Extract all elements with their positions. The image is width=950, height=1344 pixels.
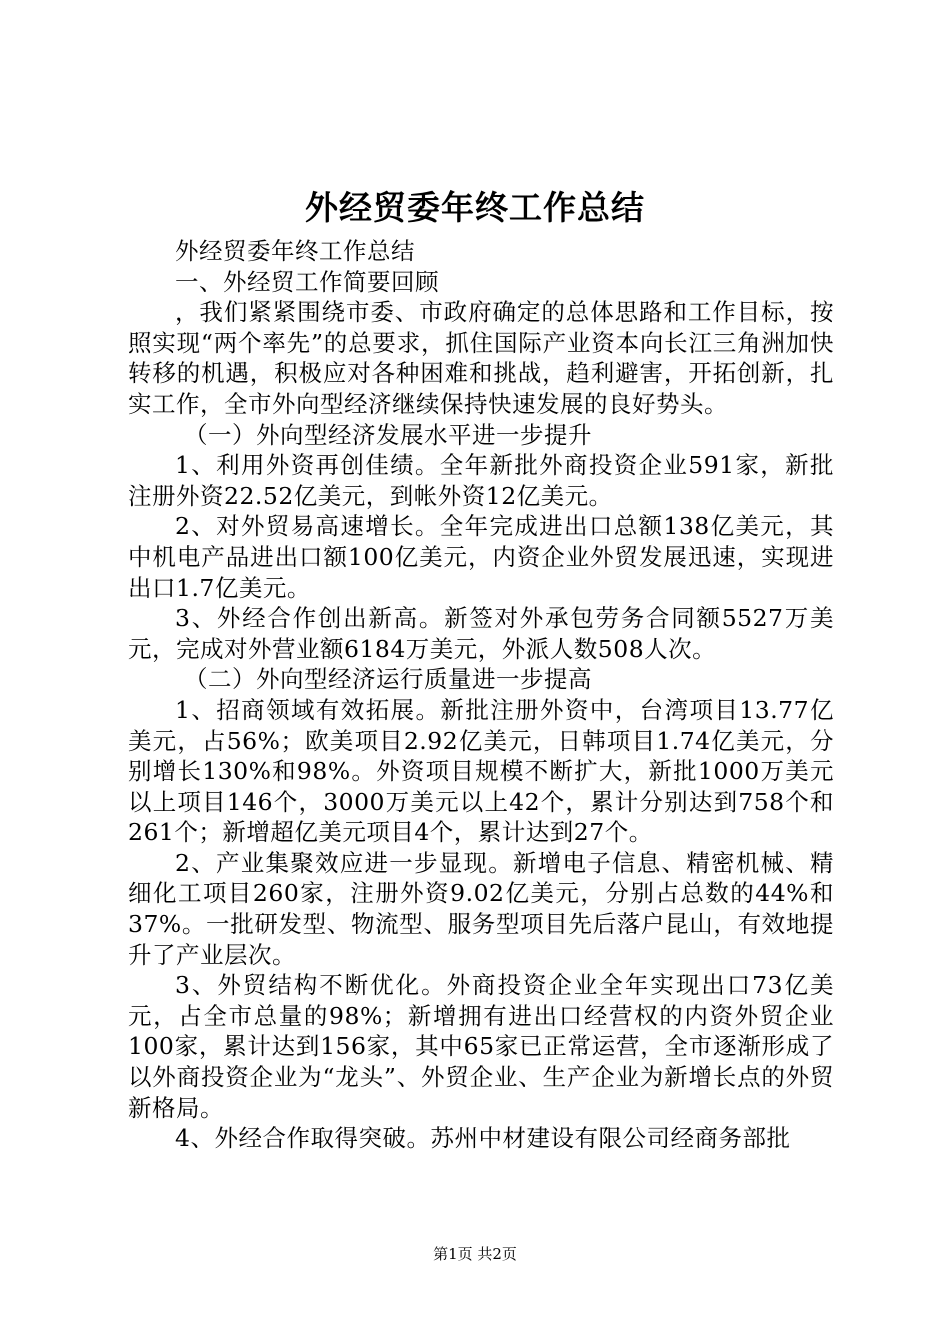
paragraph-item: 1、招商领域有效拓展。新批注册外资中，台湾项目13.77亿美元，占56%；欧美项目2.92亿美元，日韩项目1.74亿美元，分别增长130%和98%。外资项目规模不断扩大，新批1000万美元以上项目146个，3000万美元以上42个，累计分别达到758个和261个；新增超亿美元项目4个，累计达到27个。 (128, 695, 834, 847)
page-number-footer: 第1页 共2页 (433, 1245, 517, 1263)
paragraph-item: 3、外贸结构不断优化。外商投资企业全年实现出口73亿美元，占全市总量的98%；新增拥有进出口经营权的内资外贸企业100家，累计达到156家，其中65家已正常运营，全市逐渐形成了以外商投资企业为“龙头”、外贸企业、生产企业为新增长点的外贸新格局。 (128, 971, 834, 1122)
paragraph-item: 1、利用外资再创佳绩。全年新批外商投资企业591家，新批注册外资22.52亿美元，到帐外资12亿美元。 (128, 451, 834, 510)
subsection-heading-1: （一）外向型经济发展水平进一步提升 (184, 420, 592, 449)
document-title: 外经贸委年终工作总结 (305, 188, 645, 227)
paragraph-intro: ，我们紧紧围绕市委、市政府确定的总体思路和工作目标，按照实现“两个率先”的总要求，抓住国际产业资本向长江三角洲加快转移的机遇，积极应对各种困难和挑战，趋利避害，开拓创新，扎实工作，全市外向型经济继续保持快速发展的良好势头。 (128, 298, 834, 418)
subsection-heading-2: （二）外向型经济运行质量进一步提高 (184, 665, 592, 694)
section-heading-review: 一、外经贸工作简要回顾 (175, 267, 439, 296)
paragraph-item: 2、产业集聚效应进一步显现。新增电子信息、精密机械、精细化工项目260家，注册外资9.02亿美元，分别占总数的44%和37%。一批研发型、物流型、服务型项目先后落户昆山，有效地提升了产业层次。 (128, 848, 834, 969)
paragraph-subtitle: 外经贸委年终工作总结 (175, 237, 415, 265)
paragraph-item: 4、外经合作取得突破。苏州中材建设有限公司经商务部批 (175, 1124, 791, 1153)
paragraph-item: 3、外经合作创出新高。新签对外承包劳务合同额5527万美元，完成对外营业额6184万美元，外派人数508人次。 (128, 604, 834, 663)
paragraph-item: 2、对外贸易高速增长。全年完成进出口总额138亿美元，其中机电产品进出口额100亿美元，内资企业外贸发展迅速，实现进出口1.7亿美元。 (128, 512, 834, 602)
document-body (128, 236, 834, 1154)
